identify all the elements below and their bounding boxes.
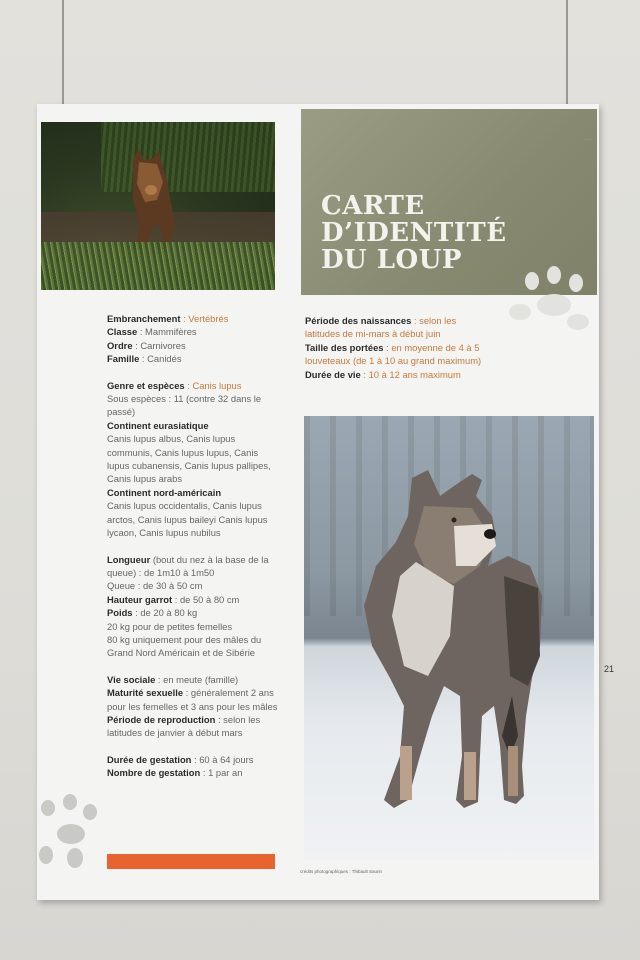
row-longueur — [107, 553, 283, 580]
paw-print-icon — [37, 794, 107, 874]
label-longueur: Longueur — [107, 553, 151, 565]
row-poids-males: 80 kg uniquement pour des mâles du Grand Nord Américain et de Sibérie — [107, 633, 262, 659]
row-gestation-duree — [107, 753, 283, 766]
value-reproduction: : selon les latitudes de janvier à début mars — [107, 713, 261, 739]
value-portees: : en moyenne de 4 à 5 louveteaux (de 1 à 10 au grand maximum) — [305, 341, 482, 367]
value-poids: : de 20 à 80 kg — [132, 607, 198, 619]
label-maturite: Maturité sexuelle — [107, 687, 184, 699]
row-vie-sociale — [107, 673, 283, 686]
label-vie-sociale: Vie sociale — [107, 673, 156, 685]
page-title — [321, 193, 507, 274]
hanging-wire-left — [62, 0, 64, 110]
row-classe — [107, 325, 283, 338]
title-line-1: CARTE — [321, 191, 425, 221]
label-duree-vie: Durée de vie — [305, 368, 361, 380]
label-gestation-duree: Durée de gestation — [107, 753, 192, 765]
banner-tiny-text: · · · — [584, 137, 591, 142]
row-reproduction — [107, 713, 283, 740]
label-classe: Classe — [107, 326, 138, 338]
value-ordre: : Carnivores — [132, 339, 186, 351]
orange-accent-bar — [107, 854, 275, 869]
row-sous-especes: Sous espèces : 11 (contre 32 dans le passé) — [107, 393, 262, 418]
label-naissances: Période des naissances — [305, 315, 412, 326]
paw-print-icon — [507, 264, 597, 344]
label-reproduction: Période de reproduction — [107, 713, 216, 725]
photo-credit: crédits photographiques : Thibault Saurin — [300, 869, 382, 874]
label-continent-eurasiatique: Continent eurasiatique — [107, 419, 209, 431]
label-ordre: Ordre — [107, 339, 133, 351]
row-hauteur — [107, 593, 283, 606]
value-genre: : Canis lupus — [184, 379, 242, 391]
value-continent-nord-americain: Canis lupus occidentalis, Canis lupus arctos, Canis lupus baileyi Canis lupus lycaon, Canis lupus nubilus — [107, 500, 268, 539]
title-line-2: D’IDENTITÉ — [321, 218, 507, 248]
reproduction-column — [305, 314, 489, 381]
row-gestation-nombre — [107, 766, 283, 779]
row-ordre — [107, 339, 283, 352]
value-hauteur: : de 50 à 80 cm — [172, 593, 240, 605]
row-genre — [107, 379, 283, 392]
label-embranchement: Embranchement — [107, 313, 181, 324]
value-longueur: (bout du nez à la base de la queue) : de 1m10 à 1m50 — [107, 553, 269, 578]
label-continent-nord-americain: Continent nord-américain — [107, 486, 222, 498]
value-embranchement: : Vertébrés — [180, 313, 229, 324]
value-gestation-duree: : 60 à 64 jours — [191, 753, 254, 765]
row-maturite — [107, 686, 283, 713]
value-classe: : Mammifères — [137, 326, 197, 338]
row-famille — [107, 352, 283, 365]
wolf-illustration — [304, 416, 594, 860]
row-poids — [107, 606, 283, 619]
value-vie-sociale: : en meute (famille) — [155, 673, 239, 685]
value-gestation-nombre: : 1 par an — [200, 767, 243, 779]
value-continent-eurasiatique: Canis lupus albus, Canis lupus communis, Canis lupus lupus, Canis lupus cubanensis, Canis lupus pallipes, Canis lupus arabs — [107, 433, 271, 485]
row-naissances — [305, 314, 489, 341]
row-duree-vie — [305, 368, 489, 381]
title-line-3: DU LOUP — [321, 245, 462, 275]
page-number: 21 — [604, 664, 615, 674]
poster — [37, 104, 599, 900]
row-poids-femelles: 20 kg pour de petites femelles — [107, 620, 233, 632]
row-embranchement — [107, 312, 283, 325]
label-genre: Genre et espèces — [107, 379, 185, 391]
label-gestation-nombre: Nombre de gestation — [107, 767, 201, 779]
row-queue: Queue : de 30 à 50 cm — [107, 580, 203, 592]
value-naissances: : selon les latitudes de mi-mars à début juin — [305, 315, 457, 340]
label-hauteur: Hauteur garrot — [107, 593, 173, 605]
label-portees: Taille des portées — [305, 341, 384, 353]
value-maturite: : généralement 2 ans pour les femelles et 3 ans pour les mâles — [107, 687, 278, 712]
adult-wolf-photo — [304, 416, 594, 860]
taxonomy-column — [107, 312, 283, 780]
value-duree-vie: : 10 à 12 ans maximum — [360, 368, 461, 380]
wolf-pup-photo — [41, 122, 275, 290]
hanging-wire-right — [566, 0, 568, 110]
label-famille: Famille — [107, 353, 140, 365]
value-famille: : Canidés — [139, 353, 182, 365]
row-portees — [305, 341, 489, 368]
label-poids: Poids — [107, 607, 133, 619]
